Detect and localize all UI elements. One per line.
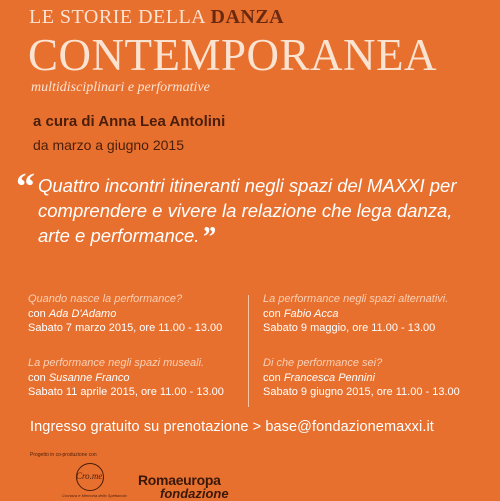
event-with-prefix: con: [263, 371, 281, 384]
event-with-prefix: con: [28, 371, 46, 384]
event-when: Sabato 9 giugno 2015, ore 11.00 - 13.00: [263, 386, 460, 398]
romaeuropa-name: Romaeuropa: [138, 472, 221, 488]
event-question: Di che performance sei?: [263, 357, 383, 369]
event-when: Sabato 9 maggio, ore 11.00 - 13.00: [263, 322, 436, 334]
event-item: [263, 292, 488, 336]
crome-logo-text: Cro.me.: [76, 471, 105, 481]
event-speaker: Ada D'Adamo: [48, 307, 117, 320]
event-speaker: Fabio Acca: [283, 307, 339, 320]
title-line-small: [29, 6, 284, 29]
event-speaker-line: [28, 307, 253, 322]
crome-logo-subtext: Cronaca e Memoria dello Spettacolo: [62, 493, 127, 498]
event-when: Sabato 7 marzo 2015, ore 11.00 - 13.00: [28, 322, 223, 334]
quote-text: Quattro incontri itineranti negli spazi del MAXXI per comprendere e vivere la relazione che lega danza, arte e performance.: [38, 175, 457, 246]
event-item: [263, 356, 488, 400]
event-when: Sabato 11 aprile 2015, ore 11.00 - 13.00: [28, 386, 224, 398]
subtitle: multidisciplinari e performative: [31, 80, 210, 95]
event-with-prefix: con: [28, 307, 46, 320]
quote-close-mark: ”: [201, 222, 216, 253]
event-speaker-line: [28, 371, 253, 386]
title-big: CONTEMPORANEA: [28, 30, 438, 80]
event-item: [28, 292, 253, 336]
event-speaker: Francesca Pennini: [283, 371, 375, 384]
title-small-emph: DANZA: [210, 6, 285, 28]
crome-logo: [62, 461, 127, 500]
event-question: La performance negli spazi museali.: [28, 357, 205, 369]
event-item: [28, 356, 253, 400]
booking-info: Ingresso gratuito su prenotazione > base@fondazionemaxxi.it: [30, 419, 434, 435]
quote-open-mark: “: [16, 166, 35, 208]
event-question: Quando nasce la performance?: [28, 293, 183, 305]
event-speaker-line: [263, 371, 488, 386]
coproduction-label: Progetto in co-produzione con: [30, 452, 97, 458]
curator: a cura di Anna Lea Antolini: [33, 113, 226, 130]
romaeuropa-logo: [138, 473, 229, 500]
dates: da marzo a giugno 2015: [33, 137, 184, 153]
event-question: La performance negli spazi alternativi.: [263, 293, 449, 305]
event-speaker-line: [263, 307, 488, 322]
romaeuropa-sub: fondazione: [160, 486, 229, 501]
event-speaker: Susanne Franco: [48, 371, 130, 384]
quote-text-block: [38, 173, 483, 253]
title-small-prefix: LE STORIE DELLA: [29, 6, 206, 28]
event-with-prefix: con: [263, 307, 281, 320]
